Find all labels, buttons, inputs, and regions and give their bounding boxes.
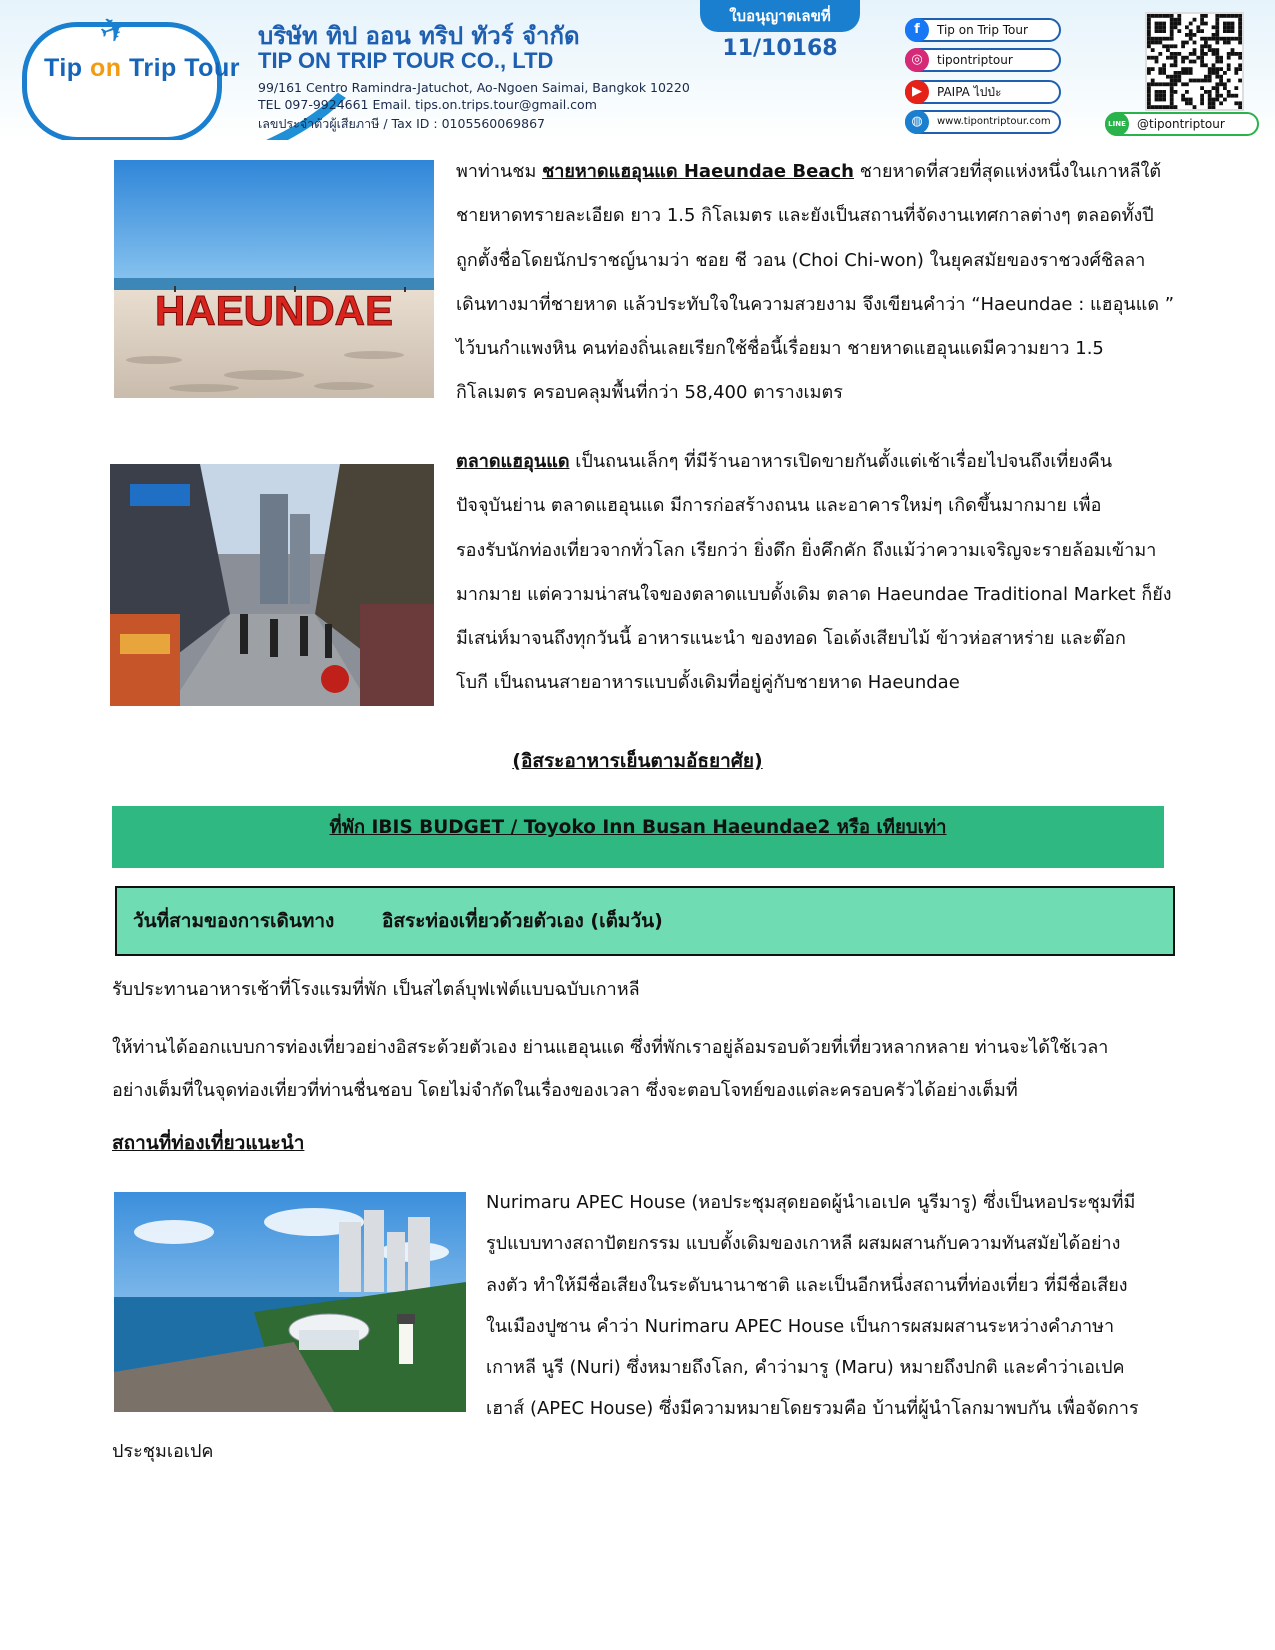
day-label: วันที่สามของการเดินทาง bbox=[133, 910, 335, 932]
nurimaru-line: ในเมืองปูซาน คำว่า Nurimaru APEC House เป็นการผสมผสานระหว่างคำภาษา bbox=[486, 1315, 1115, 1337]
market-line: มากมาย แต่ความน่าสนใจของตลาดแบบดั้งเดิม ตลาด Haeundae Traditional Market ก็ยัง bbox=[456, 583, 1172, 605]
beach-title: ชายหาดแฮอุนแด Haeundae Beach bbox=[542, 161, 854, 182]
free-day-line: อย่างเต็มที่ในจุดท่องเที่ยวที่ท่านชื่นชอบ โดยไม่จำกัดในเรื่องของเวลา ซึ่งจะตอบโจทย์ของแต่ละครอบครัวได้อย่างเต็มที่ bbox=[112, 1080, 1018, 1101]
globe-icon: ◍ bbox=[905, 110, 929, 134]
market-line: ปัจจุบันย่าน ตลาดแฮอุนแด มีการก่อสร้างถนน และอาคารใหม่ๆ เกิดขึ้นมากมาย เพื่อ bbox=[456, 495, 1102, 517]
dinner-note: (อิสระอาหารเย็นตามอัธยาศัย) bbox=[512, 750, 763, 772]
qr-code bbox=[1145, 12, 1244, 111]
hotel-bar bbox=[112, 806, 1164, 868]
nurimaru-line: รูปแบบทางสถาปัตยกรรม แบบดั้งเดิมของเกาหลี ผสมผสานกับความทันสมัยได้อย่าง bbox=[486, 1233, 1121, 1255]
market-title: ตลาดแฮอุนแด bbox=[456, 451, 570, 472]
beach-line: ชายหาดทรายละเอียด ยาว 1.5 กิโลเมตร และยังเป็นสถานที่จัดงานเทศกาลต่างๆ ตลอดทั้งปี bbox=[456, 205, 1154, 227]
logo-text: Tip on Trip Tour bbox=[44, 54, 240, 82]
airplane-icon: ✈ bbox=[94, 6, 135, 54]
instagram-icon: ◎ bbox=[905, 48, 929, 72]
beach-description bbox=[456, 150, 1174, 416]
market-line: มีเสน่ห์มาจนถึงทุกวันนี้ อาหารแนะนำ ของทอด โอเด้งเสียบไม้ ข้าวห่อสาหร่าย และต๊อก bbox=[456, 628, 1126, 650]
license-number: 11/10168 bbox=[722, 36, 838, 61]
day-title: อิสระท่องเที่ยวด้วยตัวเอง (เต็มวัน) bbox=[382, 910, 663, 932]
nurimaru-line: เฮาส์ (APEC House) ซึ่งมีความหมายโดยรวมคือ บ้านที่ผู้นำโลกมาพบกัน เพื่อจัดการ bbox=[486, 1398, 1139, 1420]
nurimaru-description bbox=[486, 1182, 1139, 1430]
haeundae-beach-photo bbox=[114, 160, 434, 398]
nurimaru-last-line: ประชุมเอเปค bbox=[112, 1441, 214, 1462]
facebook-icon: f bbox=[905, 18, 929, 42]
haeundae-market-photo bbox=[110, 464, 434, 706]
nurimaru-apec-house-photo bbox=[114, 1192, 466, 1412]
company-contact: TEL 097-9924661 Email. tips.on.trips.tour@gmail.com bbox=[258, 97, 597, 112]
market-line: โบกี เป็นถนนสายอาหารแบบดั้งเดิมที่อยู่คู่กับชายหาด Haeundae bbox=[456, 672, 960, 694]
line-link[interactable]: LINE @tipontriptour bbox=[1105, 112, 1259, 136]
website-link[interactable]: ◍ www.tipontriptour.com bbox=[905, 110, 1061, 134]
nurimaru-line: Nurimaru APEC House (หอประชุมสุดยอดผู้นำเอเปค นูรีมารู) ซึ่งเป็นหอประชุมที่มี bbox=[486, 1192, 1136, 1213]
line-icon: LINE bbox=[1105, 112, 1129, 136]
haeundae-sign-text: HAEUNDAE bbox=[154, 287, 394, 334]
beach-line-1: พาท่านชม ชายหาดแฮอุนแด Haeundae Beach ชายหาดที่สวยที่สุดแห่งหนึ่งในเกาหลีใต้ bbox=[456, 161, 1162, 182]
beach-line: ไว้บนกำแพงหิน คนท่องถิ่นเลยเรียกใช้ชื่อนี้เรื่อยมา ชายหาดแฮอุนแดมีความยาว 1.5 bbox=[456, 338, 1104, 360]
youtube-link[interactable]: ▶ PAIPA ไปป่ะ bbox=[905, 80, 1061, 104]
license-label: ใบอนุญาตเลขที่ bbox=[700, 0, 860, 32]
free-day-line: ให้ท่านได้ออกแบบการท่องเที่ยวอย่างอิสระด้วยตัวเอง ย่านแฮอุนแด ซึ่งที่พักเราอยู่ล้อมรอบด้วยที่เที่ยวหลากหลาย ท่านจะได้ใช้เวลา bbox=[112, 1037, 1109, 1058]
youtube-icon: ▶ bbox=[905, 80, 929, 104]
free-day-description bbox=[112, 1026, 1108, 1112]
market-line-1: ตลาดแฮอุนแด เป็นถนนเล็กๆ ที่มีร้านอาหารเปิดขายกันตั้งแต่เช้าเรื่อยไปจนถึงเที่ยงคืน bbox=[456, 451, 1113, 472]
beach-line: ถูกตั้งชื่อโดยนักปราชญ์นามว่า ชอย ชี วอน (Choi Chi-won) ในยุคสมัยของราชวงศ์ชิลลา bbox=[456, 249, 1146, 271]
hotel-name: ที่พัก IBIS BUDGET / Toyoko Inn Busan Haeundae2 หรือ เทียบเท่า bbox=[329, 817, 947, 838]
company-tax-id: เลขประจำตัวผู้เสียภาษี / Tax ID : 0105560069867 bbox=[258, 116, 545, 131]
letterhead bbox=[0, 0, 1275, 140]
recommended-heading: สถานที่ท่องเที่ยวแนะนำ bbox=[112, 1132, 305, 1154]
nurimaru-line: ลงตัว ทำให้มีชื่อเสียงในระดับนานาชาติ และเป็นอีกหนึ่งสถานที่ท่องเที่ยว ที่มีชื่อเสียง bbox=[486, 1274, 1128, 1296]
company-name-thai: บริษัท ทิป ออน ทริป ทัวร์ จำกัด bbox=[258, 22, 580, 50]
company-name-english: TIP ON TRIP TOUR CO., LTD bbox=[258, 48, 554, 73]
market-description bbox=[456, 440, 1172, 706]
day-three-header bbox=[115, 886, 1175, 956]
beach-line: เดินทางมาที่ชายหาด แล้วประทับใจในความสวยงาม จึงเขียนคำว่า “Haeundae : แฮอุนแด ” bbox=[456, 293, 1175, 315]
instagram-link[interactable]: ◎ tipontriptour bbox=[905, 48, 1061, 72]
nurimaru-line: เกาหลี นูรี (Nuri) ซึ่งหมายถึงโลก, คำว่ามารู (Maru) หมายถึงปกติ และคำว่าเอเปค bbox=[486, 1357, 1125, 1379]
company-address: 99/161 Centro Ramindra-Jatuchot, Ao-Ngoen Saimai, Bangkok 10220 bbox=[258, 80, 690, 95]
market-line: รองรับนักท่องเที่ยวจากทั่วโลก เรียกว่า ยิ่งดึก ยิ่งคึกคัก ถึงแม้ว่าความเจริญจะรายล้อมเข้ามา bbox=[456, 539, 1157, 561]
facebook-link[interactable]: f Tip on Trip Tour bbox=[905, 18, 1061, 42]
beach-line: กิโลเมตร ครอบคลุมพื้นที่กว่า 58,400 ตารางเมตร bbox=[456, 382, 843, 404]
breakfast-text: รับประทานอาหารเช้าที่โรงแรมที่พัก เป็นสไตล์บุฟเฟ่ต์แบบฉบับเกาหลี bbox=[112, 979, 640, 1000]
